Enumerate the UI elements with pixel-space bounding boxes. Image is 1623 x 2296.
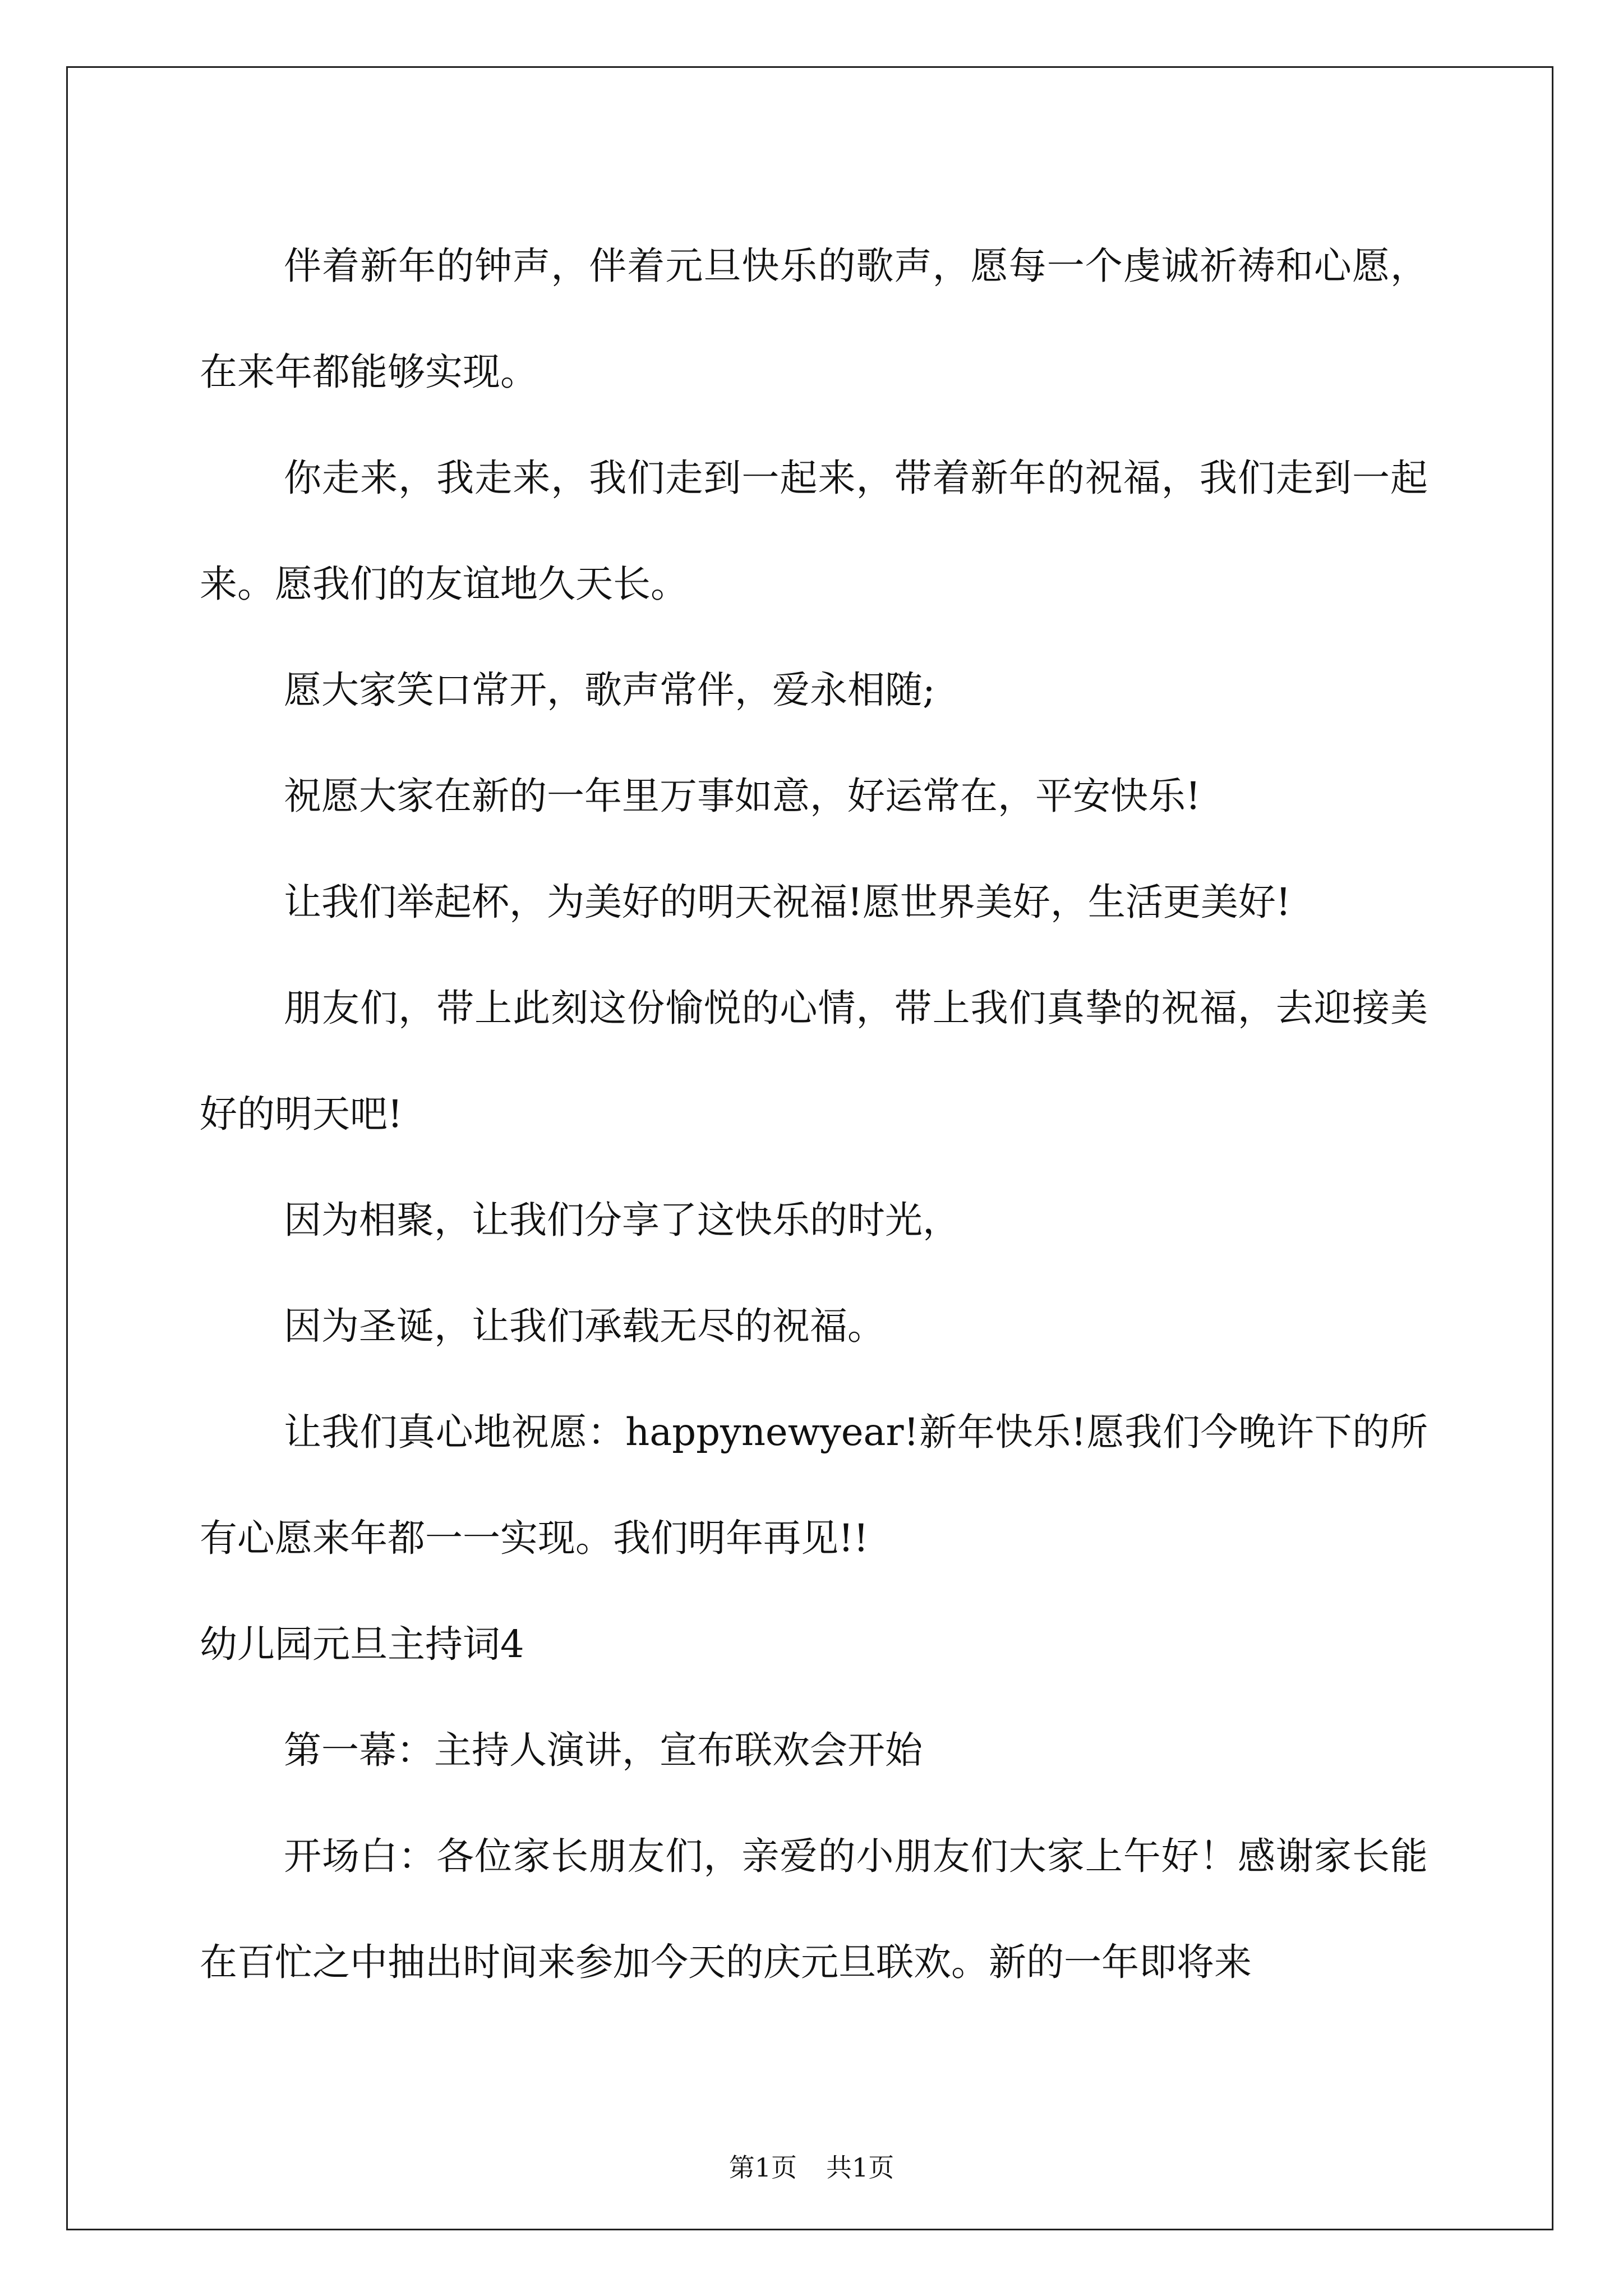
paragraph: 让我们举起杯，为美好的明天祝福!愿世界美好，生活更美好! [284,880,1291,924]
page-total: 共1页 [826,2152,895,2183]
paragraph: 朋友们，带上此刻这份愉悦的心情，带上我们真挚的祝福，去迎接美好的明天吧! [200,986,1428,1136]
document-body [200,213,1428,2016]
page-number: 第1页 [728,2152,797,2183]
paragraph: 愿大家笑口常开，歌声常伴，爱永相随; [284,668,935,712]
paragraph: 第一幕：主持人演讲，宣布联欢会开始 [284,1728,923,1772]
paragraph: 伴着新年的钟声，伴着元旦快乐的歌声，愿每一个虔诚祈祷和心愿，在来年都能够实现。 [200,244,1428,394]
paragraph: 因为相聚，让我们分享了这快乐的时光， [284,1198,960,1242]
paragraph: 让我们真心地祝愿：happynewyear!新年快乐!愿我们今晚许下的所有心愿来年都一一实现。我们明年再见!! [200,1410,1428,1560]
section-heading: 幼儿园元旦主持词4 [200,1622,524,1666]
paragraph: 因为圣诞，让我们承载无尽的祝福。 [284,1304,885,1348]
paragraph: 你走来，我走来，我们走到一起来，带着新年的祝福，我们走到一起来。愿我们的友谊地久天长。 [200,456,1428,606]
paragraph: 祝愿大家在新的一年里万事如意，好运常在，平安快乐! [284,774,1201,818]
paragraph: 开场白：各位家长朋友们，亲爱的小朋友们大家上午好！感谢家长能在百忙之中抽出时间来参加今天的庆元旦联欢。新的一年即将来 [200,1834,1428,1984]
page-footer [0,2151,1623,2184]
